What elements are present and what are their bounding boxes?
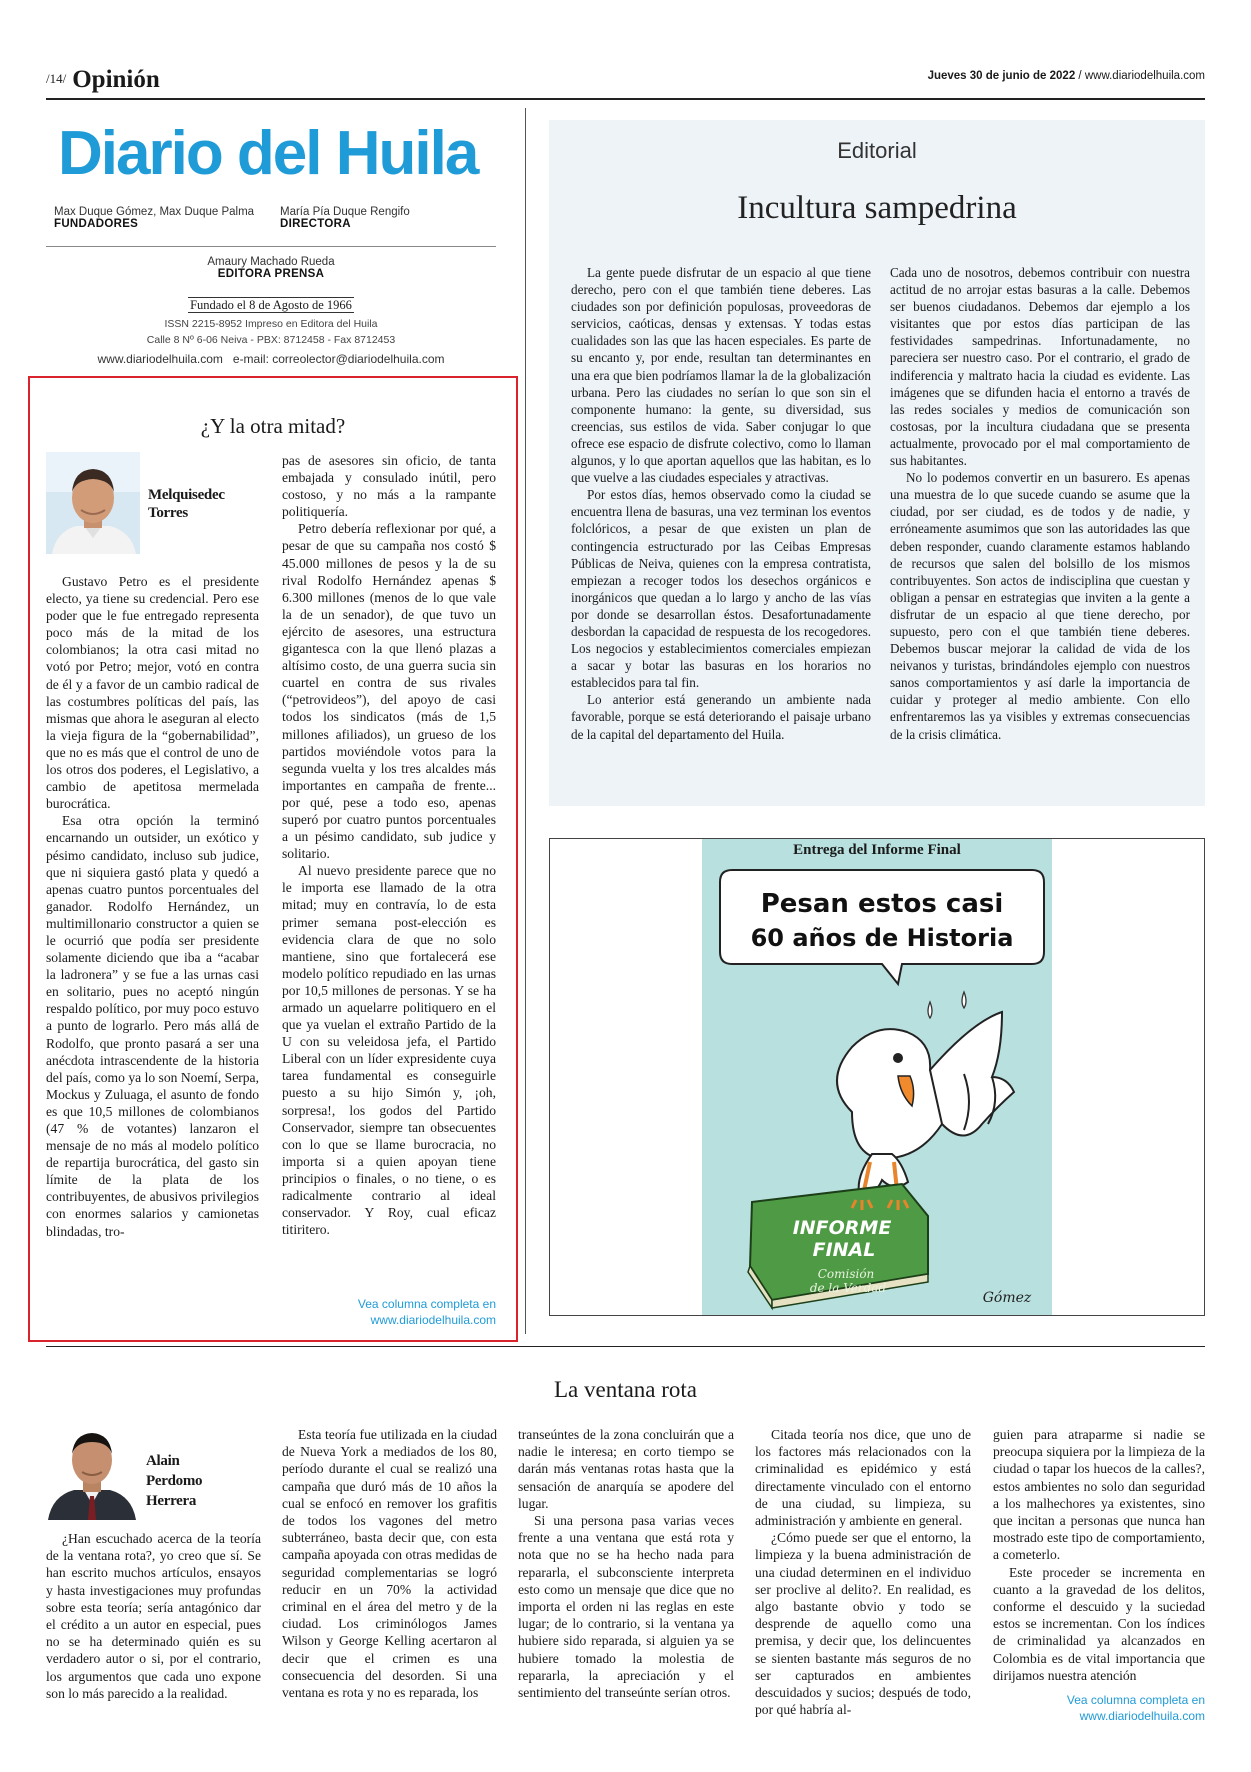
issn-line: ISSN 2215-8952 Impreso en Editora del Huila	[164, 318, 378, 330]
founders-names: Max Duque Gómez, Max Duque Palma	[54, 206, 255, 218]
editorial-text-a	[571, 264, 871, 743]
book-sub-2: de la Verdad	[809, 1281, 887, 1295]
column-text-b	[282, 452, 496, 1238]
column-title: ¿Y la otra mitad?	[200, 414, 346, 438]
read-more-label: Vea columna completa en	[1066, 1693, 1205, 1707]
email-link[interactable]: e-mail: correolector@diariodelhuila.com	[232, 352, 445, 366]
column2-text-b	[282, 1426, 497, 1701]
website-link[interactable]: www.diariodelhuila.com	[97, 352, 223, 366]
column2-text-d	[755, 1426, 971, 1718]
author-last-name: Torres	[148, 505, 188, 521]
column-text-a	[46, 573, 259, 1240]
cartoon-title: Entrega del Informe Final	[793, 842, 961, 858]
masthead-rule	[46, 246, 496, 247]
author2-first-name: Alain	[146, 1453, 180, 1469]
paragraph: Cada uno de nosotros, debemos contribuir con nuestra actitud de no arrojar estas basuras a la calle. Debemos ser buenos ciudadanos. Debemos dar ejemplo a los visitantes que por estos días participan de las festividades sampedrinas. Infortunadamente, no pareciera ser nuestro caso. Por el contrario, el grado de indiferencia y maltrato hacia la ciudad es evidente. Las imágenes que se difunden hacia el entorno a través de las redes sociales y medios de comunicación son costosas, por la incultura ciudadana que se presenta actualmente, provocado por el mal comportamiento de sus habitantes.	[890, 265, 1190, 469]
book-sub-1: Comisión	[817, 1267, 875, 1281]
page-number: /14/	[46, 71, 67, 86]
author2-last-name: Herrera	[146, 1493, 197, 1509]
column2-text-e	[993, 1426, 1205, 1684]
paragraph: No lo podemos convertir en un basurero. Es apenas una muestra de lo que sucede cuando se asume que la ciudad, por ser ciudad, es de todos y de nadie, y erróneamente asumimos que son las autoridades las que deben responder, cuando claramente estamos hablando de recursos que salen del bolsillo de los mismos contribuyentes. Son actos de indisciplina que cuestan y obligan a pensar en estrategias que inviten a la gente a disfrutar de un espacio al que tiene derecho, por supuesto, pero con el que también tiene deberes. Debemos buscar mejorar la calidad de vida de los neivanos y turistas, brindándoles ejemplo con nuestros sanos comportamientos y así darle la importancia de cuidar y proteger al medio ambiente. Con ello enfrentaremos las ya visibles y extremas consecuencias de la crisis climática.	[890, 470, 1190, 742]
author-name	[148, 486, 225, 522]
dove-icon	[837, 1012, 1014, 1202]
cartoon-illustration	[702, 862, 1052, 1314]
paragraph: Por estos días, hemos observado como la ciudad se encuentra llena de basuras, una vez terminan los eventos folclóricos, a pesar de que existen un plan de contingencia estructurado por las Ceibas Empresas Públicas de Neiva, quienes con la empresa contratista, empiezan a recoger todos los desechos orgánicos e inorgánicos que quedan a lo largo y ancho de las vías por donde se desarrollan éstos. Desafortunadamente desbordan la capacidad de respuesta de los recogedores. Los negocios y establecimientos comerciales empiezan a sacar y botar las basuras en los horarios no establecidos para tal fin.	[571, 487, 871, 691]
author2-photo	[46, 1420, 138, 1520]
author2-name	[146, 1451, 202, 1511]
paragraph: Esta teoría fue utilizada en la ciudad de Nueva York a mediados de los 80, período durante el cual se realizó una campaña que duró más de 10 años la cual se enfocó en remover los grafitis de todos los vagones del metro subterráneo, basta decir que, con esta campaña apoyada con otras medidas de seguridad complementarias se logró reducir en un 70% la actividad criminal en el área del metro y de la ciudad. Los criminólogos James Wilson y George Kelling acertaron al decir que el crimen es una consecuencia del desorden. Si una ventana es rota y no es reparada, los	[282, 1427, 497, 1701]
book-title-1: INFORME	[792, 1217, 892, 1239]
editorial-kicker: Editorial	[837, 138, 917, 163]
section-name: Opinión	[72, 66, 160, 93]
column2-title: La ventana rota	[553, 1377, 698, 1402]
vertical-divider	[525, 108, 526, 1334]
header-site: www.diariodelhuila.com	[1084, 70, 1205, 82]
contact-line	[46, 352, 496, 366]
paragraph: Esa otra opción la terminó encarnando un outsider, un exótico y pésimo candidato, incluso sub judice, que ni siquiera gastó plata y quedó a apenas cuatro puntos porcentuales del ganador. Rodolfo Hernández, un multimillonario constructor a quien se le ocurrió que podía ser presidente solamente diciendo que iba a “acabar la ladronera” y se fue a las urnas casi en solitario, pues no aceptó ningún respaldo político, por muy poco estuvo a punto de lograrlo. Pero más allá de Rodolfo, que pronto pasará a ser una anécdota intrascendente de la historia del país, como ya lo son Noemí, Serpa, Mockus y Zuluaga, el asunto de fondo es que 10,5 millones de colombianos (47 % de votantes) lanzaron el mensaje de no más al modelo político de repartija burocrática, del gasto sin límite de la plata de los contribuyentes, de abusivos privilegios con enormes salarios y camionetas blindadas, tro-	[46, 813, 259, 1239]
paragraph: Al nuevo presidente parece que no le importa ese llamado de la otra mitad; muy en contravía, lo de esta primer semana post-elección es evidencia clara de que no solo mantiene, sino que fortalecerá ese modelo político repudiado en las urnas por 10,5 millones de personas. Y se ha armado un aquelarre politiquero en el que ya vuelan el extraño Partido de la U con su veleidosa jefa, el Partido Liberal con un líder expresidente cuya tarea fundamental es conseguirle puesto a su hijo Simón y, ¡oh, sorpresa!, los godos del Partido Conservador, siempre tan obsecuentes con lo que se llame burocracia, no importa si a quien apoyan tiene principios o finales, o no tiene, o es radicalmente contrario al ideal conservador. Y Roy, cual eficaz titiritero.	[282, 863, 496, 1238]
founded-line	[46, 298, 496, 313]
editorial-text-b	[890, 264, 1190, 743]
middle-rule	[46, 1346, 1205, 1347]
speech-line-1: Pesan estos casi	[760, 889, 1004, 919]
page-header-section	[46, 66, 160, 94]
top-rule	[46, 98, 1205, 100]
cartoonist-signature: Gómez	[982, 1290, 1032, 1306]
issue-date: Jueves 30 de junio de 2022	[927, 70, 1076, 82]
read-more[interactable]	[282, 1296, 496, 1328]
address-line: Calle 8 Nº 6-06 Neiva - PBX: 8712458 - Fax 8712453	[146, 334, 396, 346]
editorial-title: Incultura sampedrina	[737, 190, 1017, 226]
paragraph: Citada teoría nos dice, que uno de los factores más relacionados con la criminalidad es epidémico y está directamente vinculado con el entorno de una ciudad, su limpieza, su administración y ambiente en general.	[755, 1427, 971, 1529]
paragraph: Este proceder se incrementa en cuanto a la gravedad de los delitos, conforme el descuido y la suciedad estos se incrementan. Con los índices de criminalidad ya alcanzados en Colombia es de vital importancia que dirijamos nuestra atención	[993, 1564, 1205, 1683]
paragraph: Lo anterior está generando un ambiente nada favorable, porque se está deteriorando el paisaje urbano de la capital del departamento del Huila.	[571, 692, 871, 742]
editor-name: Amaury Machado Rueda	[207, 256, 335, 268]
paragraph: guien para atraparme si nadie se preocupa siquiera por la limpieza de la ciudad o tapar los huecos de la calles?, estos ambientes no solo dan seguridad a los malhechores ya existentes, sino que incitan a personas que nunca han mostrado este tipo de comportamiento, a cometerlo.	[993, 1427, 1205, 1563]
read-more-2[interactable]	[993, 1692, 1205, 1724]
paragraph: Gustavo Petro es el presidente electo, ya tiene su credencial. Pero ese poder que le fue entregado representa poco más de la mitad de los colombianos; la otra casi mitad no votó por Petro; mejor, votó en contra de él y a favor de un cambio radical de las costumbres políticas del país, las mismas que ahora le aseguran al electo la vieja figura de la “gobernabilidad”, que no es más que el control de uno de los otros dos poderes, el Legislativo, a cambio de apetitosa mermelada burocrática.	[46, 574, 259, 812]
founded-text: Fundado el 8 de Agosto de 1966	[190, 298, 352, 312]
newspaper-logo: Diario del Huila	[58, 119, 478, 188]
column2-text-c	[518, 1426, 734, 1701]
paragraph: ¿Han escuchado acerca de la teoría de la ventana rota?, yo creo que sí. Se han escrito muchos artículos, ensayos y hasta investigaciones muy profundas sobre esta teoría; sería antagónico dar el crédito a un autor en especial, pues no se ha determinado quién es su verdadero autor o si, por el contrario, los argumentos que cada uno expone son lo más parecido a la realidad.	[46, 1531, 261, 1701]
read-more-url[interactable]: www.diariodelhuila.com	[1079, 1709, 1205, 1723]
paragraph: La gente puede disfrutar de un espacio al que tiene derecho, pero con el que también tiene deberes. Las ciudades son por definición populosas, proveedoras de servicios, caóticas, densas y extensas. Y todas estas cualidades son las que las hacen especiales. Es parte de su encanto y, por ende, resultan tan determinantes en una era que bien podríamos llamar la de la globalización urbana. Pero las ciudades no serían lo que son sin el componente humano: la gente, su diversidad, sus creencias, sus estilos de vida. Saber conjugar lo que ofrece ese espacio de disfrute colectivo, como lo llaman algunos, y lo que aportan aquellos que las habitan, es lo que vuelve a las ciudades especiales y atractivas.	[571, 265, 871, 486]
director-name: María Pía Duque Rengifo	[280, 206, 410, 218]
paragraph: Si una persona pasa varias veces frente a una ventana que está rota y nota que no se ha hecho nada para repararla, el subconsciente interpreta esto como un mensaje que dice que no importa el orden ni las reglas en este lugar; de lo contrario, si la ventana ya hubiere sido reparada, si alguien ya se hubiere tomado la molestia de repararla, la apreciación y el sentimiento del transeúnte serían otros.	[518, 1513, 734, 1701]
editor-role: EDITORA PRENSA	[217, 268, 325, 280]
author2-middle-name: Perdomo	[146, 1473, 203, 1489]
director-credit	[280, 206, 410, 230]
column2-text-a	[46, 1530, 261, 1702]
founders-credit	[54, 206, 254, 230]
paragraph: Petro debería reflexionar por qué, a pesar de que su campaña nos costó $ 45.000 millones de pesos y la de su rival Rodolfo Hernández apenas $ 6.300 millones (menos de lo que vale la de un senador), de que tuvo un ejército de asesores, una estructura gigantesca con la que llenó plazas a altísimo costo, de una guerra sucia sin cuartel en contra de sus rivales (“petrovideos”), del apoyo de casi todos los sindicatos (más de 1,5 millones afiliados), un grueso de los partidos moviéndole votos para la segunda vuelta y los tres alcaldes más importantes en campaña de frente... por qué, pese a todo eso, apenas superó por cuatro puntos porcentuales a un pésimo candidato, sub judice y solitario.	[282, 521, 496, 862]
book-title-2: FINAL	[812, 1239, 876, 1261]
author-photo	[46, 452, 140, 554]
director-role: DIRECTORA	[280, 218, 351, 230]
paragraph: ¿Cómo puede ser que el entorno, la limpieza y la buena administración de una ciudad determinen en el individuo ser proclive al delito?. En realidad, es algo bastante obvio y todo se desprende de aquello como una premisa, y decir que, los delincuentes se sienten bastante más seguros de no ser capturados en ambientes descuidados y sucios; después de todo, por qué habría al-	[755, 1530, 971, 1718]
read-more-url[interactable]: www.diariodelhuila.com	[370, 1313, 496, 1327]
editor-credit	[46, 256, 496, 280]
read-more-label: Vea columna completa en	[357, 1297, 496, 1311]
page-header-date: Jueves 30 de junio de 2022 / www.diariodelhuila.com	[927, 70, 1205, 82]
founders-role: FUNDADORES	[54, 218, 139, 230]
speech-line-2: 60 años de Historia	[750, 924, 1014, 952]
paragraph: pas de asesores sin oficio, de tanta embajada y consulado inútil, pero costoso, y no más a la rampante politiquería.	[282, 453, 496, 520]
author-first-name: Melquisedec	[148, 487, 225, 503]
paragraph: transeúntes de la zona concluirán que a nadie le interesa; en corto tiempo se darán más ventanas rotas hasta que la sensación de anarquía se apodere del lugar.	[518, 1427, 734, 1511]
